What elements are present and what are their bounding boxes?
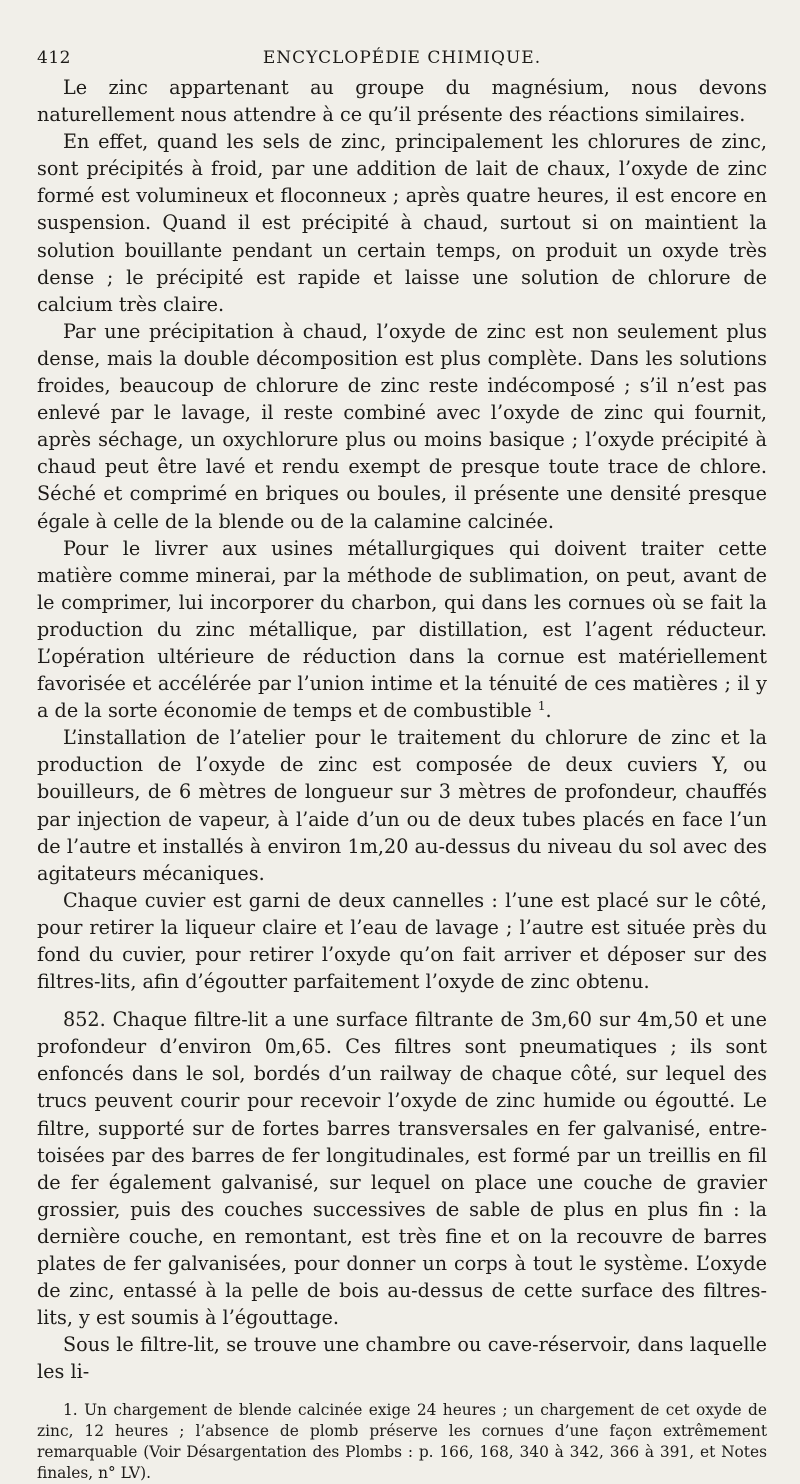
footnotes [37, 1400, 767, 1484]
paragraph-text: Pour le livrer aux usines métallurgiques qui doivent traiter cette matière comme minerai, par la méthode de sublimation, on peut, avant de le comprimer, lui incorporer du charbon, qui dans les cornues où se fait la production du zinc métallique, par distillation, est l’agent réducteur. L’opération ultérieure de réduction dans la cornue est matériellement favorisée et accélérée par l’union intime et la ténuité de ces matières ; il y a de la sorte économie de temps et de combustible [37, 536, 767, 723]
paragraph-section-852: 852. Chaque filtre-lit a une surface filtrante de 3m,60 sur 4m,50 et une profondeur d’environ 0m,65. Ces filtres sont pneumatiques ; ils sont enfoncés dans le sol, bordés d’un railway de chaque côté, sur lequel des trucs peuvent courir pour recevoir l’oxyde de zinc humide ou égoutté. Le filtre, supporté sur de fortes barres transversales en fer galvanisé, entre-toisées par des barres de fer longitudinales, est formé par un treillis en fil de fer également galvanisé, sur lequel on place une couche de gravier grossier, puis des couches successives de sable de plus en plus fin : la dernière couche, en remontant, est très fine et on la recouvre de barres plates de fer galvanisées, pour donner un corps à tout le système. L’oxyde de zinc, entassé à la pelle de bois au-dessus de cette surface des filtres-lits, y est soumis à l’égouttage. [37, 1008, 767, 1330]
paragraph: L’installation de l’atelier pour le traitement du chlorure de zinc et la production de l’oxyde de zinc est composée de deux cuviers Y, ou bouilleurs, de 6 mètres de longueur sur 3 mètres de profondeur, chauffés par injection de vapeur, à l’aide d’un ou de deux tubes placés en face l’un de l’autre et installés à environ 1m,20 au-dessus du niveau du sol avec des agitateurs mécaniques. [37, 726, 767, 885]
page-number: 412 [37, 48, 71, 68]
body-text [37, 74, 767, 1386]
paragraph: Sous le filtre-lit, se trouve une chambre ou cave-réservoir, dans laquelle les li- [37, 1333, 767, 1384]
paragraph: Pour le livrer aux usines métallurgiques qui doivent traiter cette matière comme minerai, par la méthode de sublimation, on peut, avant de le comprimer, lui incorporer du charbon, qui dans les cornues où se fait la production du zinc métallique, par distillation, est l’agent réducteur. L’opération ultérieure de réduction dans la cornue est matériellement favorisée et accélérée par l’union intime et la ténuité de ces matières ; il y a de la sorte économie de temps et de combustible $^1$. [37, 536, 767, 723]
running-head: ENCYCLOPÉDIE CHIMIQUE. [262, 48, 542, 68]
paragraph: Le zinc appartenant au groupe du magnésium, nous devons naturellement nous attendre à ce qu’il présente des réactions similaires. [37, 76, 767, 127]
page-header [37, 44, 767, 74]
paragraph: Chaque cuvier est garni de deux cannelles : l’une est placé sur le côté, pour retirer la liqueur claire et l’eau de lavage ; l’autre est située près du fond du cuvier, pour retirer l’oxyde qu’on fait arriver et déposer sur des filtres-lits, afin d’égoutter parfaitement l’oxyde de zinc obtenu. [37, 888, 767, 994]
paragraph: Par une précipitation à chaud, l’oxyde de zinc est non seulement plus dense, mais la double décomposition est plus complète. Dans les solutions froides, beaucoup de chlorure de zinc reste indécomposé ; s’il n’est pas enlevé par le lavage, il reste combiné avec l’oxyde de zinc qui fournit, après séchage, un oxychlorure plus ou moins basique ; l’oxyde précipité à chaud peut être lavé et rendu exempt de presque toute trace de chlore. Séché et comprimé en briques ou boules, il présente une densité presque égale à celle de la blende ou de la calamine calcinée. [37, 319, 767, 533]
paragraph: En effet, quand les sels de zinc, principalement les chlorures de zinc, sont précipités à froid, par une addition de lait de chaux, l’oxyde de zinc formé est volumineux et floconneux ; après quatre heures, il est encore en suspension. Quand il est précipité à chaud, surtout si on maintient la solution bouillante pendant un certain temps, on produit un oxyde très dense ; le précipité est rapide et laisse une solution de chlorure de calcium très claire. [37, 130, 767, 316]
footnote: 1. Un chargement de blende calcinée exige 24 heures ; un chargement de cet oxyde de zinc, 12 heures ; l’absence de plomb préserve les cornues d’une façon extrêmement remarquable (Voir Désargentation des Plombs : p. 166, 168, 340 à 342, 366 à 391, et Notes finales, n° LV). [37, 1400, 767, 1482]
footnote-reference: 1 [537, 699, 546, 714]
